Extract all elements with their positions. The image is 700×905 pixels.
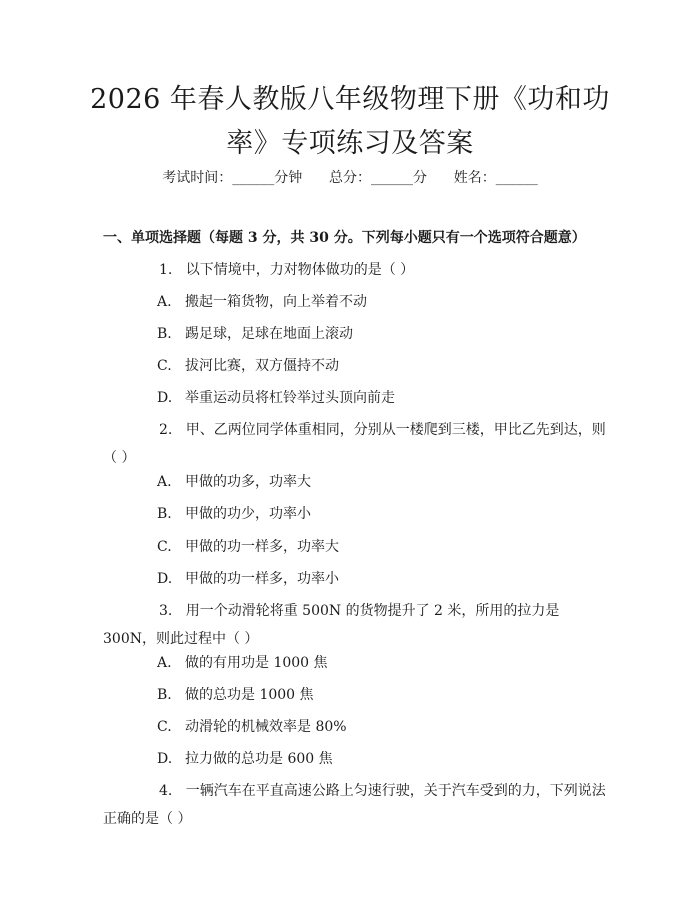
question-1 [103, 256, 608, 284]
option-3b [157, 685, 314, 705]
option-text: 甲做的功多，功率大 [185, 474, 311, 490]
option-text: 拉力做的总功是 600 焦 [185, 751, 333, 767]
option-text: 动滑轮的机械效率是 80% [185, 719, 347, 735]
question-stem: 甲、乙两位同学体重相同，分别从一楼爬到三楼，甲比乙先到达，则（ ） [103, 422, 606, 466]
option-text: 搬起一箱货物，向上举着不动 [185, 294, 367, 310]
question-stem: 以下情境中，力对物体做功的是（ ） [185, 262, 415, 278]
question-stem: 一辆汽车在平直高速公路上匀速行驶，关于汽车受到的力，下列说法正确的是（ ） [103, 783, 606, 827]
question-number: 3. [159, 603, 173, 619]
option-letter: B. [157, 326, 172, 342]
option-text: 踢足球，足球在地面上滚动 [185, 326, 353, 342]
question-number: 2. [159, 422, 173, 438]
option-1a [157, 292, 367, 312]
document-title [60, 78, 640, 166]
option-3c [157, 717, 347, 737]
title-line-2: 率》专项练习及答案 [226, 128, 474, 159]
option-letter: C. [157, 719, 172, 735]
option-letter: A. [157, 294, 172, 310]
option-1d [157, 388, 395, 408]
question-4 [103, 777, 608, 833]
option-1c [157, 356, 339, 376]
question-stem: 用一个动滑轮将重 500N 的货物提升了 2 米，所用的拉力是 300N，则此过程中（ ） [103, 603, 560, 647]
option-letter: D. [157, 390, 173, 406]
option-letter: C. [157, 358, 172, 374]
question-number: 1. [159, 262, 173, 278]
option-letter: A. [157, 655, 172, 671]
option-text: 举重运动员将杠铃举过头顶向前走 [185, 390, 395, 406]
title-line-1: 2026 年春人教版八年级物理下册《功和功 [90, 84, 610, 115]
option-letter: D. [157, 751, 173, 767]
option-2c [157, 537, 339, 557]
option-text: 做的有用功是 1000 焦 [185, 655, 328, 671]
option-2b [157, 504, 311, 524]
option-letter: B. [157, 506, 172, 522]
question-3 [103, 597, 608, 653]
option-letter: C. [157, 539, 172, 555]
section-heading-single-choice: 一、单项选择题（每题 3 分，共 30 分。下列每小题只有一个选项符合题意） [103, 230, 586, 246]
option-text: 甲做的功少，功率小 [185, 506, 311, 522]
question-number: 4. [159, 783, 173, 799]
option-text: 做的总功是 1000 焦 [185, 687, 314, 703]
option-text: 拔河比赛，双方僵持不动 [185, 358, 339, 374]
option-1b [157, 324, 353, 344]
option-letter: A. [157, 474, 172, 490]
question-2 [103, 416, 608, 472]
option-2a [157, 472, 311, 492]
option-letter: B. [157, 687, 172, 703]
option-text: 甲做的功一样多，功率大 [185, 539, 339, 555]
option-letter: D. [157, 571, 173, 587]
option-text: 甲做的功一样多，功率小 [185, 571, 339, 587]
option-2d [157, 569, 339, 589]
exam-meta-line: 考试时间：______分钟 总分：______分 姓名：______ [162, 170, 538, 186]
option-3a [157, 653, 328, 673]
option-3d [157, 749, 333, 769]
